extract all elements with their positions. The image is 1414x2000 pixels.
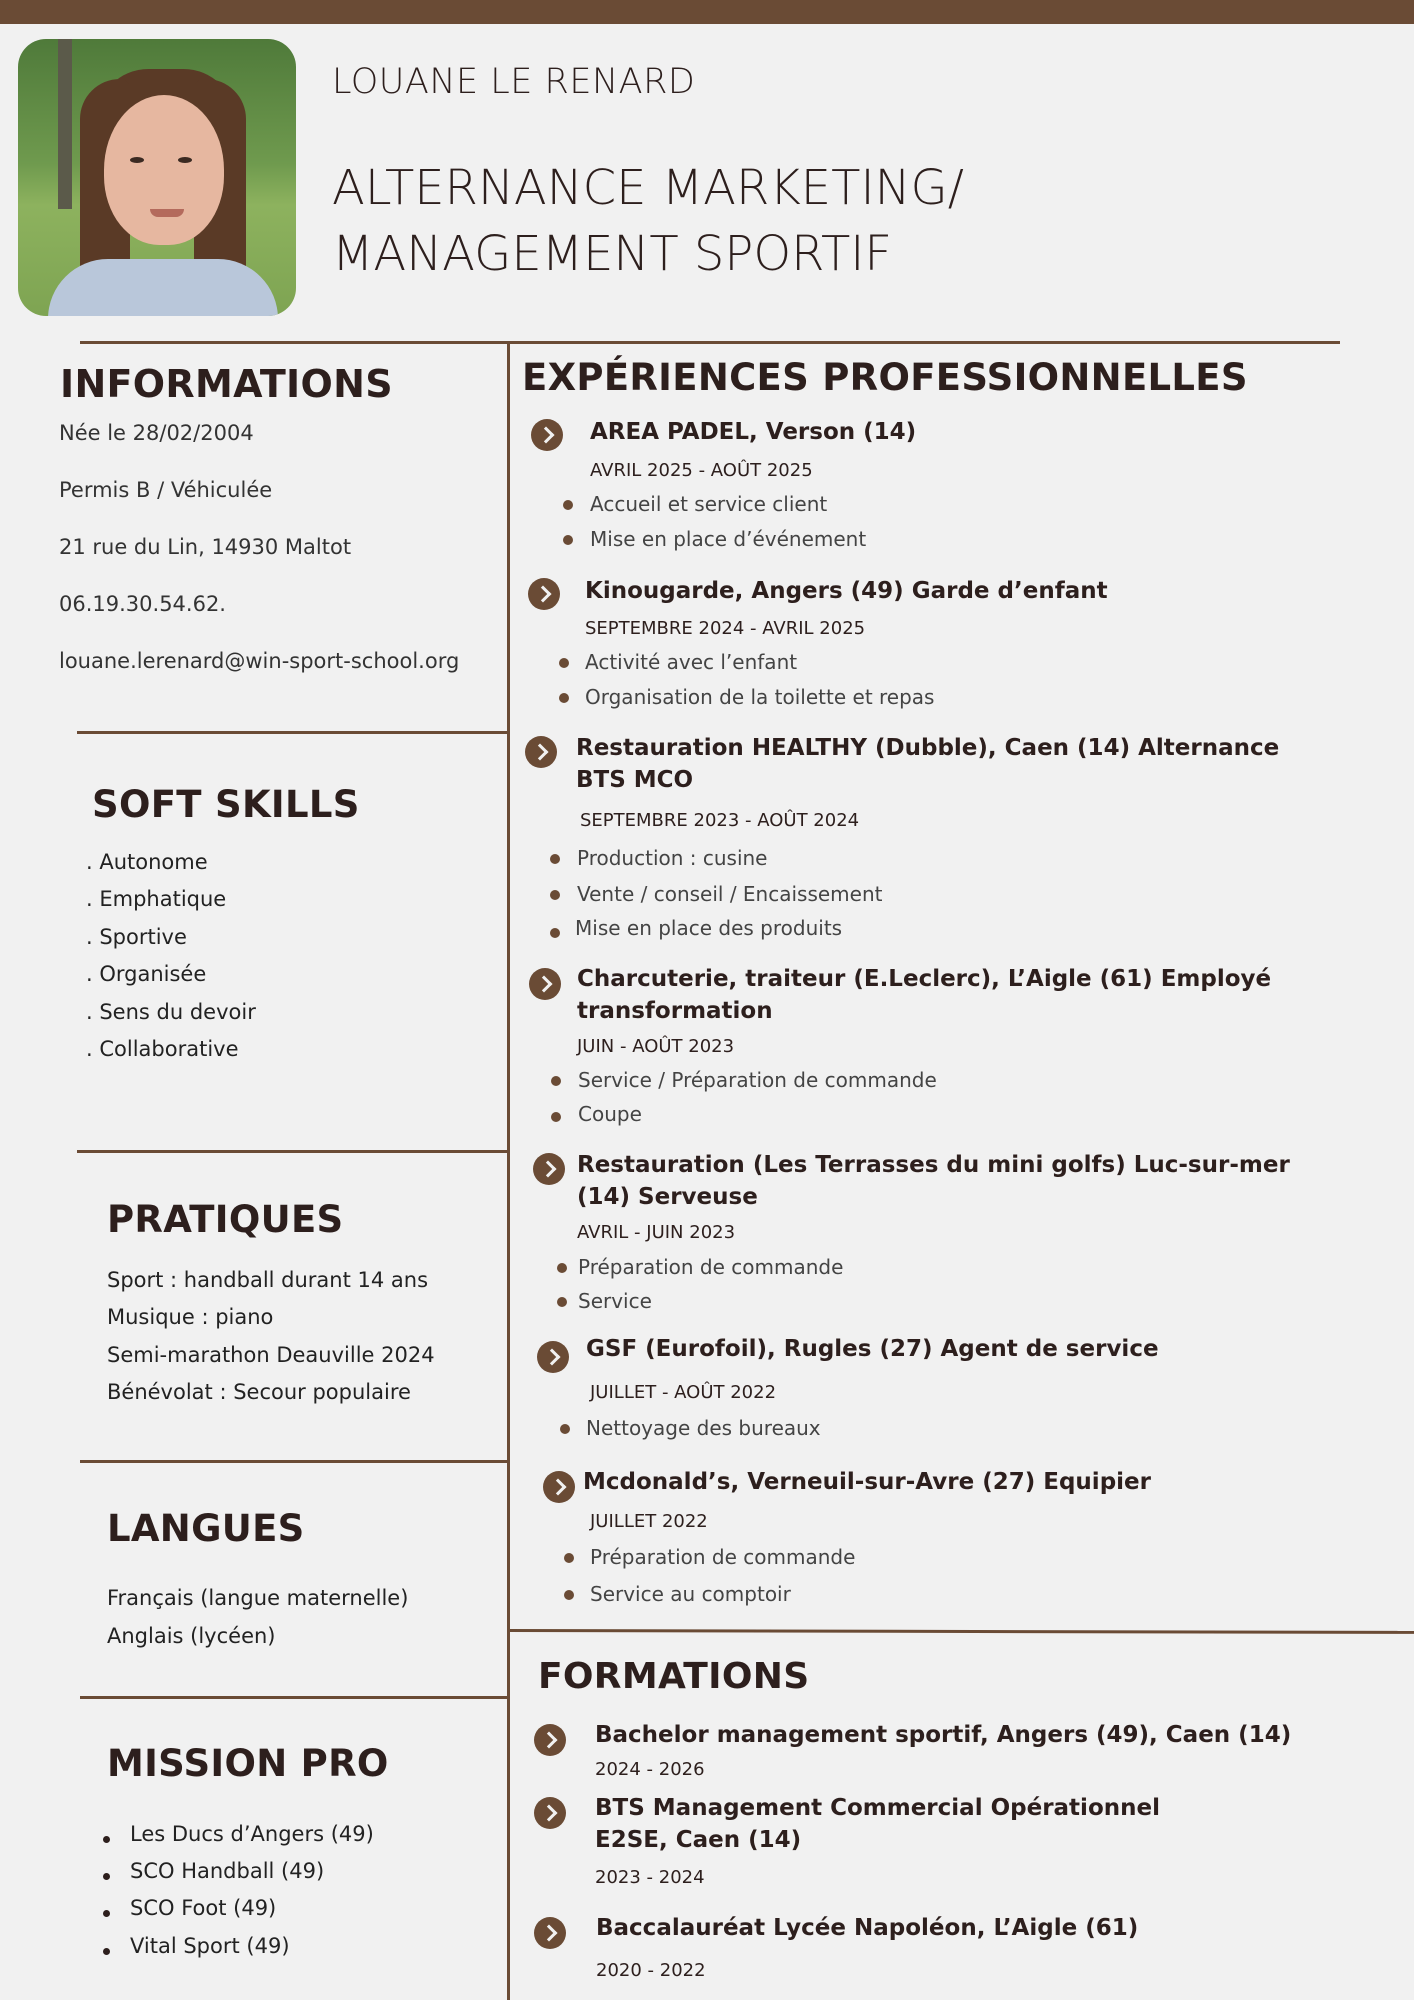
bullet-icon bbox=[557, 1297, 567, 1307]
mission-pro-heading: MISSION PRO bbox=[107, 1742, 389, 1785]
pratique-item: Sport : handball durant 14 ans bbox=[107, 1268, 429, 1292]
skill-item: . Autonome bbox=[86, 850, 208, 874]
top-bar bbox=[0, 0, 1414, 24]
language-item: Français (langue maternelle) bbox=[107, 1586, 409, 1610]
informations-heading: INFORMATIONS bbox=[60, 362, 393, 406]
chevron-right-icon bbox=[543, 1471, 575, 1503]
bullet-icon bbox=[103, 1948, 110, 1955]
profile-photo bbox=[18, 39, 296, 316]
divider-pratiques bbox=[80, 1460, 508, 1463]
formation-date: 2020 - 2022 bbox=[596, 1960, 706, 1981]
mission-item: Vital Sport (49) bbox=[130, 1934, 290, 1958]
job-task: Vente / conseil / Encaissement bbox=[577, 882, 883, 906]
bullet-icon bbox=[559, 693, 569, 703]
birth-date: Née le 28/02/2004 bbox=[59, 421, 254, 445]
divider-informations bbox=[77, 731, 508, 734]
skill-item: . Emphatique bbox=[86, 887, 227, 911]
job-task: Préparation de commande bbox=[590, 1545, 856, 1569]
candidate-name: LOUANE LE RENARD bbox=[332, 62, 696, 102]
langues-heading: LANGUES bbox=[107, 1507, 305, 1550]
bullet-icon bbox=[550, 928, 560, 938]
bullet-icon bbox=[559, 658, 569, 668]
skill-item: . Sens du devoir bbox=[86, 1000, 256, 1024]
bullet-icon bbox=[564, 1553, 574, 1563]
chevron-right-icon bbox=[531, 419, 563, 451]
language-item: Anglais (lycéen) bbox=[107, 1624, 276, 1648]
job-date: AVRIL - JUIN 2023 bbox=[577, 1222, 736, 1243]
formation-title: BTS Management Commercial Opérationnel E2SE, Caen (14) bbox=[595, 1795, 1160, 1853]
job-task: Coupe bbox=[578, 1102, 642, 1126]
formation-date: 2024 - 2026 bbox=[595, 1759, 705, 1780]
job-task: Mise en place des produits bbox=[575, 916, 843, 940]
job-task: Service au comptoir bbox=[590, 1582, 791, 1606]
job-date: JUILLET - AOÛT 2022 bbox=[590, 1382, 777, 1403]
job-task: Accueil et service client bbox=[590, 492, 828, 516]
mission-item: SCO Foot (49) bbox=[130, 1896, 277, 1920]
bullet-icon bbox=[563, 535, 573, 545]
job-title: Charcuterie, traiteur (E.Leclerc), L’Aigle (61) Employé transformation bbox=[577, 966, 1272, 1024]
job-date: SEPTEMBRE 2023 - AOÛT 2024 bbox=[580, 810, 860, 831]
header-divider bbox=[80, 341, 1340, 344]
skill-item: . Organisée bbox=[86, 962, 207, 986]
bullet-icon bbox=[550, 890, 560, 900]
chevron-right-icon bbox=[534, 1724, 566, 1756]
formations-heading: FORMATIONS bbox=[538, 1656, 810, 1697]
job-task: Mise en place d’événement bbox=[590, 527, 867, 551]
skill-item: . Collaborative bbox=[86, 1037, 239, 1061]
chevron-right-icon bbox=[525, 736, 557, 768]
chevron-right-icon bbox=[528, 578, 560, 610]
job-task: Nettoyage des bureaux bbox=[586, 1416, 821, 1440]
chevron-right-icon bbox=[534, 1797, 566, 1829]
bullet-icon bbox=[560, 1424, 570, 1434]
job-task: Production : cusine bbox=[577, 846, 768, 870]
email: louane.lerenard@win-sport-school.org bbox=[59, 649, 460, 673]
license: Permis B / Véhiculée bbox=[59, 478, 273, 502]
chevron-right-icon bbox=[529, 968, 561, 1000]
formation-title: Bachelor management sportif, Angers (49), Caen (14) bbox=[595, 1722, 1292, 1748]
job-task: Activité avec l’enfant bbox=[585, 650, 798, 674]
phone: 06.19.30.54.62. bbox=[59, 592, 226, 616]
bullet-icon bbox=[551, 1112, 561, 1122]
pratique-item: Bénévolat : Secour populaire bbox=[107, 1380, 411, 1404]
job-title: Restauration HEALTHY (Dubble), Caen (14) Alternance BTS MCO bbox=[576, 735, 1280, 793]
bullet-icon bbox=[103, 1873, 110, 1880]
mission-item: SCO Handball (49) bbox=[130, 1859, 325, 1883]
bullet-icon bbox=[103, 1836, 110, 1843]
soft-skills-heading: SOFT SKILLS bbox=[92, 783, 360, 826]
chevron-right-icon bbox=[537, 1341, 569, 1373]
bullet-icon bbox=[563, 500, 573, 510]
job-date: SEPTEMBRE 2024 - AVRIL 2025 bbox=[585, 618, 866, 639]
pratiques-heading: PRATIQUES bbox=[107, 1198, 344, 1241]
job-task: Préparation de commande bbox=[578, 1255, 844, 1279]
job-title: Restauration (Les Terrasses du mini golfs) Luc-sur-mer (14) Serveuse bbox=[577, 1152, 1290, 1210]
bullet-icon bbox=[557, 1263, 567, 1273]
divider-soft-skills bbox=[77, 1150, 508, 1153]
job-date: AVRIL 2025 - AOÛT 2025 bbox=[590, 460, 813, 481]
job-task: Organisation de la toilette et repas bbox=[585, 685, 935, 709]
chevron-right-icon bbox=[534, 1917, 566, 1949]
mission-item: Les Ducs d’Angers (49) bbox=[130, 1822, 374, 1846]
formation-title: Baccalauréat Lycée Napoléon, L’Aigle (61) bbox=[596, 1915, 1139, 1941]
column-divider bbox=[507, 341, 510, 2000]
formation-date: 2023 - 2024 bbox=[595, 1867, 705, 1888]
job-title: GSF (Eurofoil), Rugles (27) Agent de service bbox=[586, 1336, 1159, 1362]
bullet-icon bbox=[564, 1590, 574, 1600]
skill-item: . Sportive bbox=[86, 925, 187, 949]
job-date: JUILLET 2022 bbox=[590, 1511, 708, 1532]
divider-langues bbox=[80, 1696, 508, 1699]
experiences-heading: EXPÉRIENCES PROFESSIONNELLES bbox=[522, 356, 1248, 399]
chevron-right-icon bbox=[533, 1153, 565, 1185]
bullet-icon bbox=[551, 1076, 561, 1086]
job-title: Kinougarde, Angers (49) Garde d’enfant bbox=[585, 578, 1108, 604]
divider-experiences bbox=[508, 1629, 1414, 1634]
job-title-line-2: MANAGEMENT SPORTIF bbox=[332, 226, 893, 282]
job-title-line-1: ALTERNANCE MARKETING/ bbox=[332, 160, 964, 216]
bullet-icon bbox=[550, 854, 560, 864]
job-task: Service bbox=[578, 1289, 652, 1313]
job-title: AREA PADEL, Verson (14) bbox=[590, 419, 917, 445]
bullet-icon bbox=[103, 1910, 110, 1917]
pratique-item: Musique : piano bbox=[107, 1305, 274, 1329]
pratique-item: Semi-marathon Deauville 2024 bbox=[107, 1343, 435, 1367]
job-title: Mcdonald’s, Verneuil-sur-Avre (27) Equipier bbox=[583, 1469, 1151, 1495]
job-task: Service / Préparation de commande bbox=[578, 1068, 937, 1092]
address: 21 rue du Lin, 14930 Maltot bbox=[59, 535, 352, 559]
job-date: JUIN - AOÛT 2023 bbox=[577, 1036, 735, 1057]
